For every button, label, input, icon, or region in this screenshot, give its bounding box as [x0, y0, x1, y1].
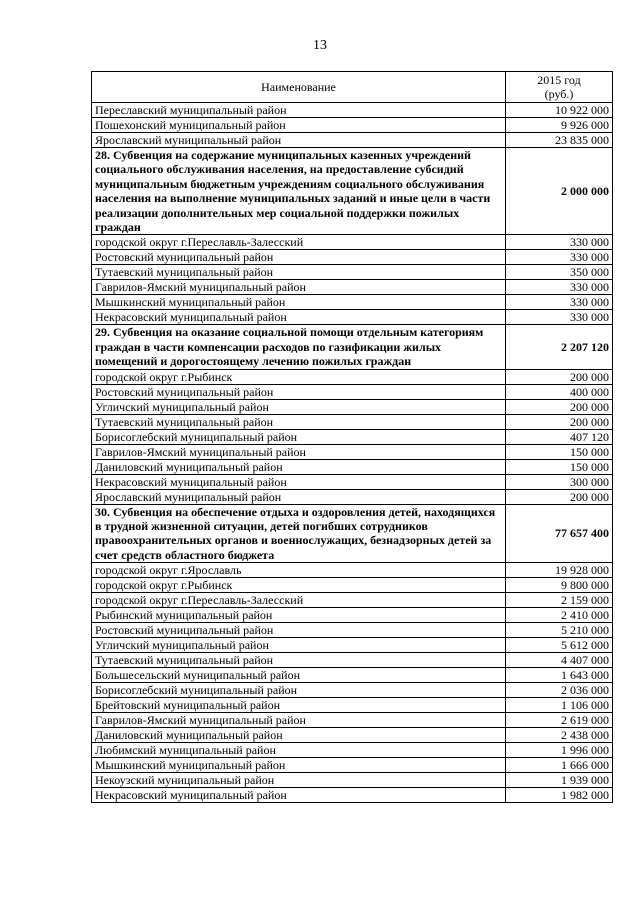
table-row — [92, 384, 613, 399]
amount-value: 150 000 — [506, 444, 613, 459]
district-name: Борисоглебский муниципальный район — [92, 429, 506, 444]
table-row — [92, 103, 613, 118]
amount-value: 9 926 000 — [506, 118, 613, 133]
district-name: Угличский муниципальный район — [92, 638, 506, 653]
amount-value: 200 000 — [506, 399, 613, 414]
table-row — [92, 474, 613, 489]
amount-value: 1 666 000 — [506, 758, 613, 773]
district-name: Гаврилов-Ямский муниципальный район — [92, 713, 506, 728]
amount-value: 2 438 000 — [506, 728, 613, 743]
district-name: Рыбинский муниципальный район — [92, 608, 506, 623]
district-name: Угличский муниципальный район — [92, 399, 506, 414]
district-name: Даниловский муниципальный район — [92, 728, 506, 743]
amount-value: 330 000 — [506, 250, 613, 265]
table-row — [92, 459, 613, 474]
district-name: Ярославский муниципальный район — [92, 133, 506, 148]
amount-value: 4 407 000 — [506, 653, 613, 668]
table-body — [92, 103, 613, 803]
amount-value: 330 000 — [506, 310, 613, 325]
district-name: Мышкинский муниципальный район — [92, 295, 506, 310]
table-row — [92, 608, 613, 623]
table-row — [92, 399, 613, 414]
district-name: Брейтовский муниципальный район — [92, 698, 506, 713]
section-title: 30. Субвенция на обеспечение отдыха и оздоровления детей, находящихся в трудной жизненной ситуации, детей погибших сотрудников правоохранительных органов и военнослужащих, безнадзорных детей за счет средств областного бюджета — [92, 504, 506, 563]
table-row — [92, 758, 613, 773]
amount-value: 1 106 000 — [506, 698, 613, 713]
district-name: городской округ г.Переславль-Залесский — [92, 593, 506, 608]
amount-value: 200 000 — [506, 414, 613, 429]
amount-value: 1 996 000 — [506, 743, 613, 758]
district-name: Переславский муниципальный район — [92, 103, 506, 118]
table-row — [92, 489, 613, 504]
amount-value: 330 000 — [506, 235, 613, 250]
amount-value: 330 000 — [506, 295, 613, 310]
section-total-amount: 2 207 120 — [506, 325, 613, 369]
table-row — [92, 295, 613, 310]
section-title: 29. Субвенция на оказание социальной помощи отдельным категориям граждан в части компенсации расходов по газификации жилых помещений и дорогостоящему лечению пожилых граждан — [92, 325, 506, 369]
district-name: Тутаевский муниципальный район — [92, 653, 506, 668]
district-name: городской округ г.Переславль-Залесский — [92, 235, 506, 250]
section-row — [92, 325, 613, 369]
amount-value: 5 210 000 — [506, 623, 613, 638]
amount-value: 9 800 000 — [506, 578, 613, 593]
district-name: Ростовский муниципальный район — [92, 384, 506, 399]
table-row — [92, 563, 613, 578]
table-row — [92, 429, 613, 444]
table-row — [92, 310, 613, 325]
table-row — [92, 235, 613, 250]
district-name: Тутаевский муниципальный район — [92, 265, 506, 280]
amount-value: 10 922 000 — [506, 103, 613, 118]
amount-value: 2 036 000 — [506, 683, 613, 698]
column-header-name: Наименование — [92, 72, 506, 103]
table-row — [92, 698, 613, 713]
table-row — [92, 728, 613, 743]
amount-value: 1 643 000 — [506, 668, 613, 683]
district-name: Некрасовский муниципальный район — [92, 788, 506, 803]
table-row — [92, 133, 613, 148]
amount-value: 150 000 — [506, 459, 613, 474]
table-row — [92, 773, 613, 788]
district-name: Пошехонский муниципальный район — [92, 118, 506, 133]
district-name: Некрасовский муниципальный район — [92, 310, 506, 325]
amount-value: 300 000 — [506, 474, 613, 489]
table-row — [92, 743, 613, 758]
district-name: Большесельский муниципальный район — [92, 668, 506, 683]
table-row — [92, 414, 613, 429]
amount-value: 2 159 000 — [506, 593, 613, 608]
amount-value: 1 939 000 — [506, 773, 613, 788]
district-name: городской округ г.Рыбинск — [92, 369, 506, 384]
section-total-amount: 77 657 400 — [506, 504, 613, 563]
amount-value: 23 835 000 — [506, 133, 613, 148]
district-name: городской округ г.Рыбинск — [92, 578, 506, 593]
table-row — [92, 653, 613, 668]
column-header-year: 2015 год — [537, 73, 581, 87]
district-name: Любимский муниципальный район — [92, 743, 506, 758]
district-name: городской округ г.Ярославль — [92, 563, 506, 578]
table-row — [92, 593, 613, 608]
table-row — [92, 265, 613, 280]
amount-value: 2 410 000 — [506, 608, 613, 623]
column-header-amount — [506, 72, 613, 103]
amount-value: 350 000 — [506, 265, 613, 280]
district-name: Ярославский муниципальный район — [92, 489, 506, 504]
amount-value: 400 000 — [506, 384, 613, 399]
amount-value: 19 928 000 — [506, 563, 613, 578]
table-row — [92, 788, 613, 803]
table-row — [92, 638, 613, 653]
section-row — [92, 504, 613, 563]
section-total-amount: 2 000 000 — [506, 148, 613, 235]
district-name: Некоузский муниципальный район — [92, 773, 506, 788]
table-row — [92, 578, 613, 593]
table-row — [92, 280, 613, 295]
section-title: 28. Субвенция на содержание муниципальных казенных учреждений социального обслуживания населения, на предоставление субсидий муниципальным бюджетным учреждениям социального обслуживания населения на выполнение муниципальных заданий и иные цели в части реализации дополнительных мер социальной поддержки пожилых граждан — [92, 148, 506, 235]
table-row — [92, 713, 613, 728]
district-name: Даниловский муниципальный район — [92, 459, 506, 474]
district-name: Некрасовский муниципальный район — [92, 474, 506, 489]
district-name: Мышкинский муниципальный район — [92, 758, 506, 773]
page-number: 13 — [313, 38, 327, 53]
table-row — [92, 369, 613, 384]
table-row — [92, 444, 613, 459]
district-name: Ростовский муниципальный район — [92, 623, 506, 638]
district-name: Гаврилов-Ямский муниципальный район — [92, 444, 506, 459]
amount-value: 200 000 — [506, 489, 613, 504]
amount-value: 200 000 — [506, 369, 613, 384]
table-row — [92, 623, 613, 638]
table-row — [92, 118, 613, 133]
amount-value: 2 619 000 — [506, 713, 613, 728]
amount-value: 1 982 000 — [506, 788, 613, 803]
table-header-row — [92, 72, 613, 103]
district-name: Ростовский муниципальный район — [92, 250, 506, 265]
district-name: Тутаевский муниципальный район — [92, 414, 506, 429]
district-name: Гаврилов-Ямский муниципальный район — [92, 280, 506, 295]
table-row — [92, 683, 613, 698]
section-row — [92, 148, 613, 235]
amount-value: 5 612 000 — [506, 638, 613, 653]
amount-value: 330 000 — [506, 280, 613, 295]
district-name: Борисоглебский муниципальный район — [92, 683, 506, 698]
budget-table — [91, 71, 613, 803]
column-header-unit: (руб.) — [544, 87, 574, 101]
amount-value: 407 120 — [506, 429, 613, 444]
table-row — [92, 668, 613, 683]
table-row — [92, 250, 613, 265]
